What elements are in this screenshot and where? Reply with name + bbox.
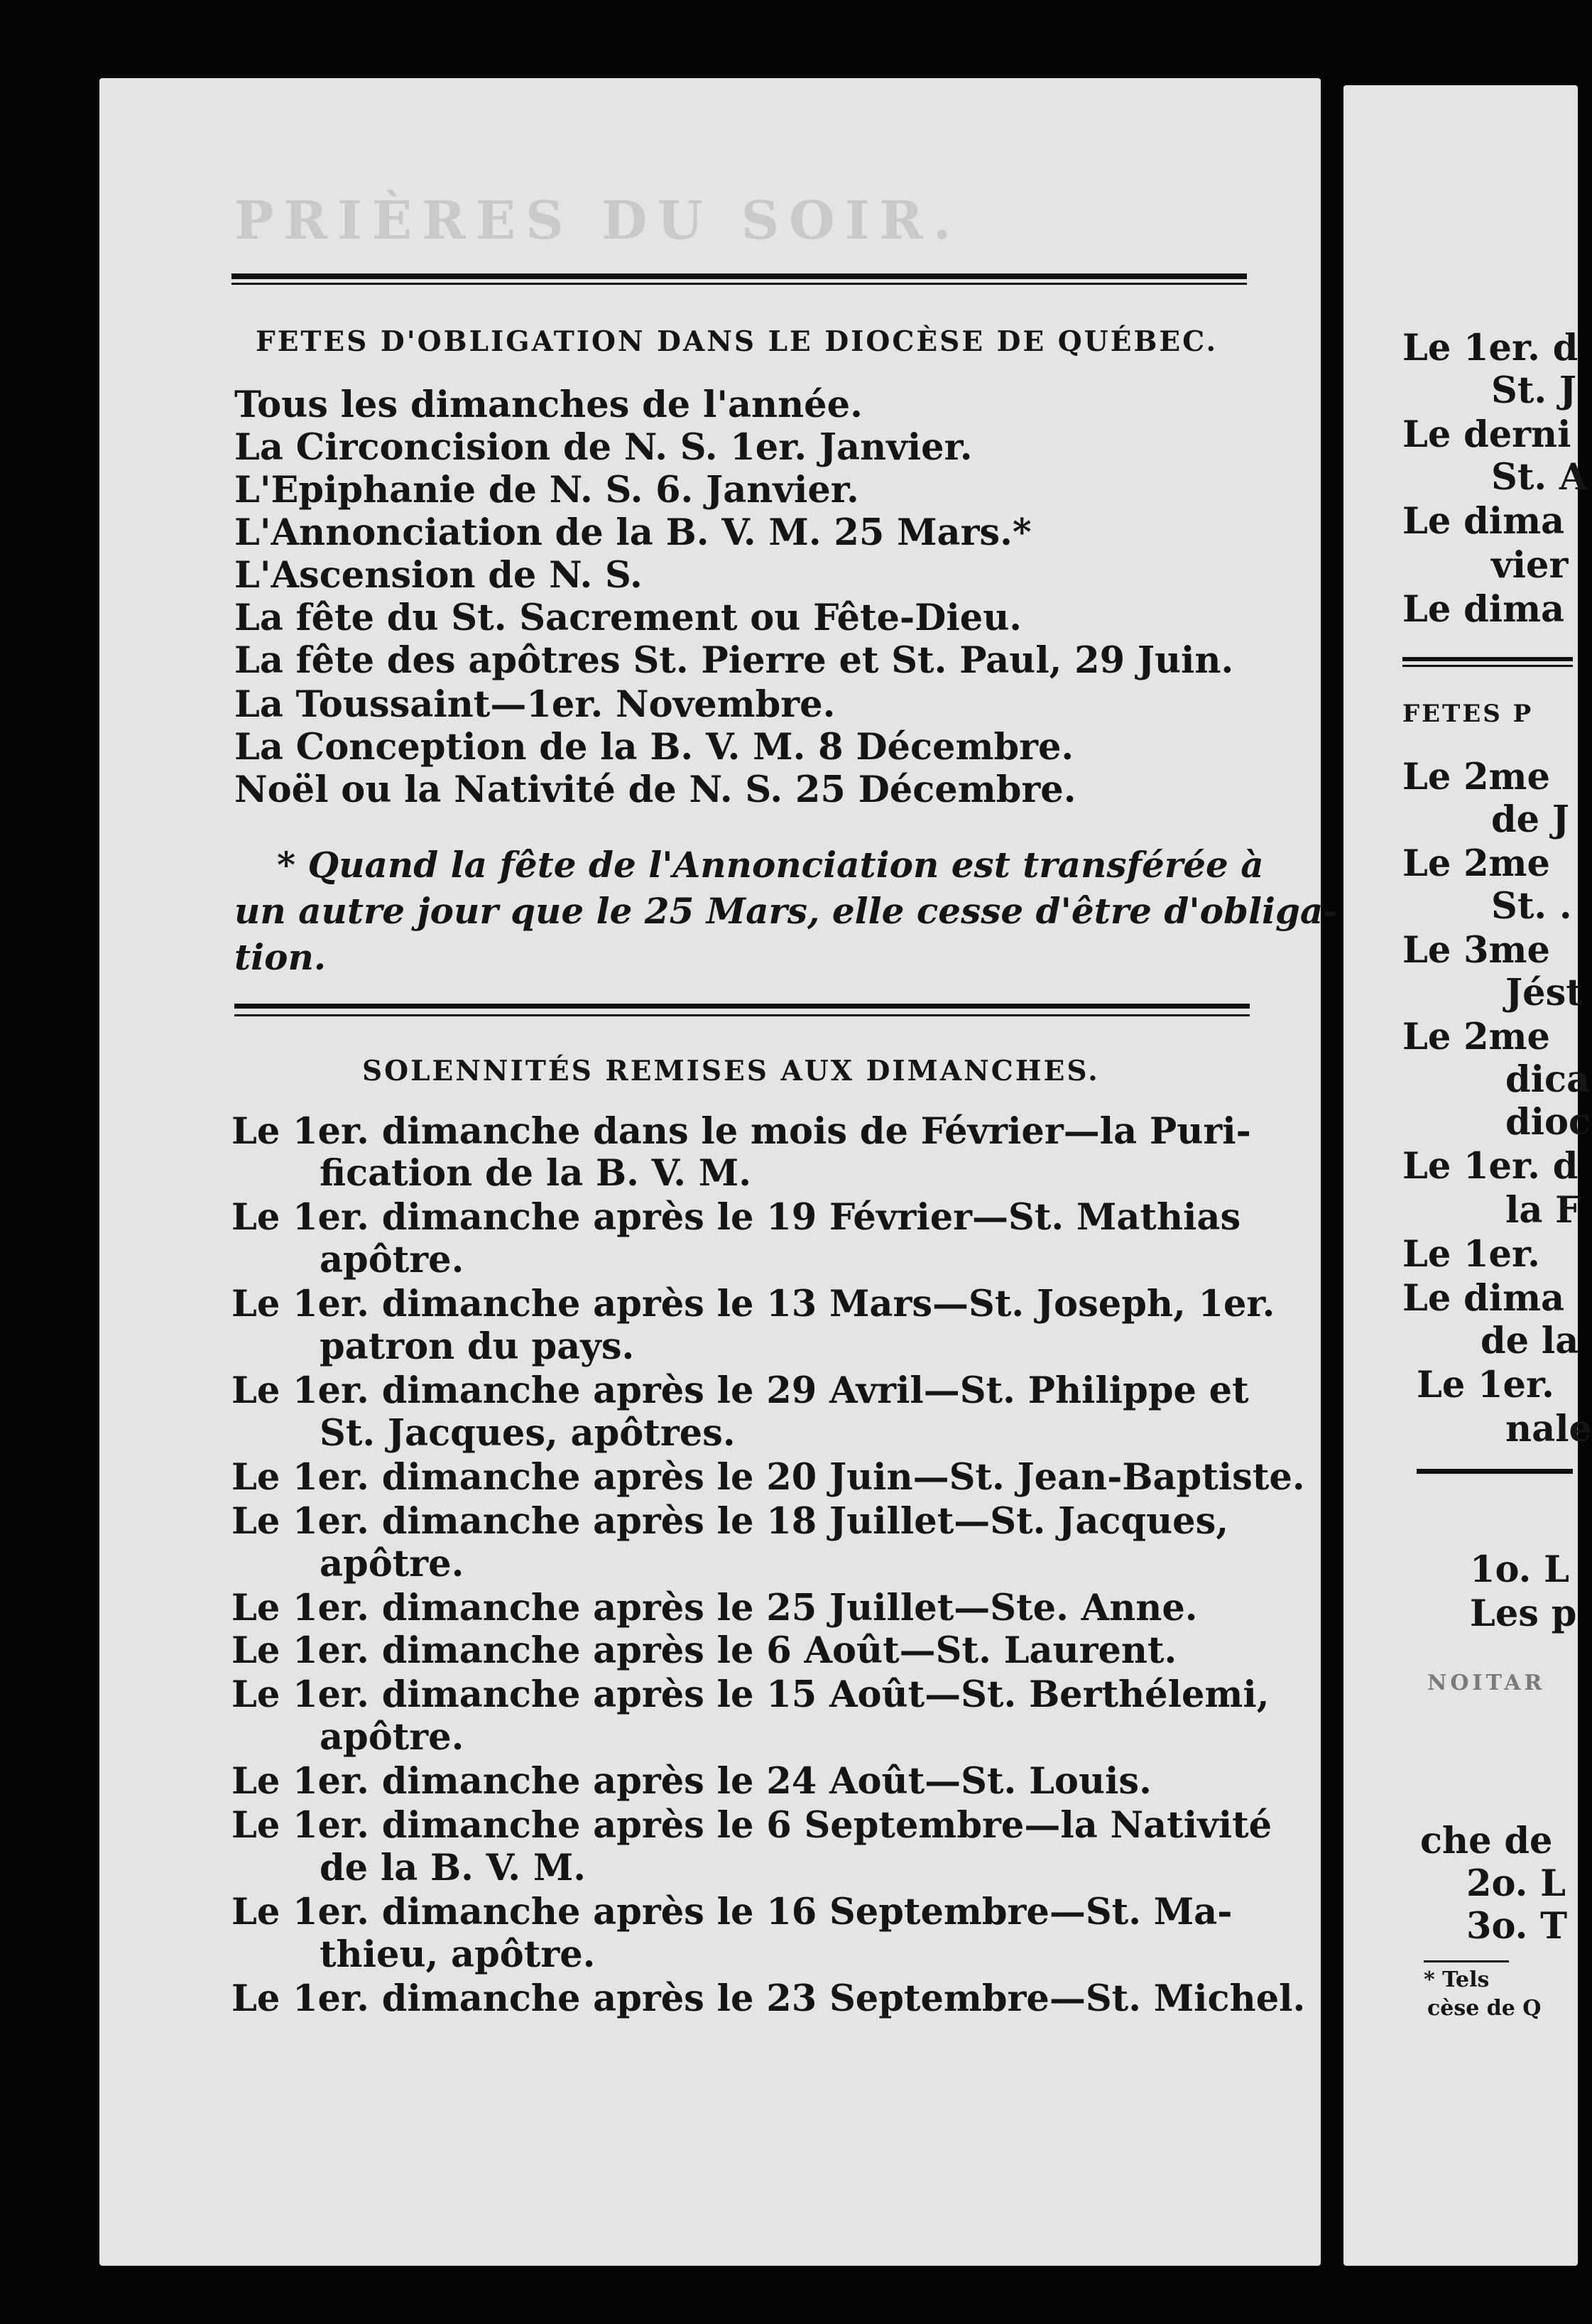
right-rule-1b bbox=[1402, 665, 1573, 667]
solemnity-line-17: Le 1er. dimanche après le 6 Septembre—la Nativité bbox=[231, 1804, 1272, 1847]
right-mid-3: Le 2me bbox=[1402, 842, 1550, 885]
right-bottom-2: 2o. L bbox=[1466, 1862, 1566, 1905]
obligation-line-8: La Toussaint—1er. Novembre. bbox=[234, 683, 836, 726]
footnote-line-1: * Quand la fête de l'Annonciation est transférée à bbox=[277, 844, 1264, 886]
solemnity-line-20: thieu, apôtre. bbox=[320, 1933, 596, 1976]
solemnity-line-1: Le 1er. dimanche dans le mois de Février—la Puri- bbox=[231, 1110, 1251, 1153]
solemnity-line-15: apôtre. bbox=[320, 1716, 464, 1759]
obligation-line-7: La fête des apôtres St. Pierre et St. Paul, 29 Juin. bbox=[234, 639, 1234, 682]
obligation-line-1: Tous les dimanches de l'année. bbox=[234, 384, 863, 426]
obligation-line-5: L'Ascension de N. S. bbox=[234, 554, 643, 597]
right-mid-15: Le 1er. bbox=[1417, 1364, 1554, 1406]
right-line-1: Le 1er. d bbox=[1402, 327, 1579, 369]
footnote-line-3: tion. bbox=[234, 936, 327, 978]
right-mid-10: Le 1er. d bbox=[1402, 1145, 1579, 1188]
right-lower-2: Les p bbox=[1470, 1592, 1577, 1635]
right-mid-12: Le 1er. bbox=[1402, 1233, 1540, 1276]
right-lower-1: 1o. L bbox=[1470, 1548, 1569, 1591]
right-rule-1 bbox=[1402, 657, 1573, 661]
right-mid-16: nale bbox=[1505, 1408, 1592, 1450]
right-line-5: Le dima bbox=[1402, 500, 1565, 543]
solemnity-line-5: Le 1er. dimanche après le 13 Mars—St. Joseph, 1er. bbox=[231, 1283, 1275, 1325]
right-mid-6: Jést bbox=[1505, 972, 1583, 1014]
right-line-3: Le derni bbox=[1402, 413, 1571, 456]
top-double-rule-b bbox=[231, 283, 1247, 285]
solemnity-line-10: Le 1er. dimanche après le 18 Juillet—St. Jacques, bbox=[231, 1500, 1229, 1543]
right-mid-2: de J bbox=[1491, 798, 1569, 841]
right-mid-4: St. . bbox=[1491, 885, 1572, 928]
middle-double-rule-a bbox=[234, 1004, 1250, 1009]
solemnity-line-18: de la B. V. M. bbox=[320, 1847, 587, 1889]
top-double-rule-a bbox=[231, 273, 1247, 279]
solemnity-line-6: patron du pays. bbox=[320, 1325, 635, 1368]
right-mid-1: Le 2me bbox=[1402, 756, 1550, 798]
solemnity-line-7: Le 1er. dimanche après le 29 Avril—St. Philippe et bbox=[231, 1369, 1249, 1412]
right-mid-11: la F bbox=[1505, 1189, 1581, 1232]
obligation-line-3: L'Epiphanie de N. S. 6. Janvier. bbox=[234, 469, 859, 511]
right-mid-14: de la bbox=[1481, 1320, 1579, 1362]
right-mid-5: Le 3me bbox=[1402, 929, 1550, 972]
solemnity-line-21: Le 1er. dimanche après le 23 Septembre—St. Michel. bbox=[231, 1977, 1306, 2020]
right-footnote-2: cèse de Q bbox=[1427, 1996, 1542, 2021]
solemnity-line-14: Le 1er. dimanche après le 15 Août—St. Berthélemi, bbox=[231, 1673, 1270, 1716]
solemnity-line-16: Le 1er. dimanche après le 24 Août—St. Louis. bbox=[231, 1760, 1152, 1803]
solemnity-line-8: St. Jacques, apôtres. bbox=[320, 1412, 736, 1455]
obligation-line-4: L'Annonciation de la B. V. M. 25 Mars.* bbox=[234, 511, 1032, 554]
obligation-line-2: La Circoncision de N. S. 1er. Janvier. bbox=[234, 426, 973, 469]
solemnity-line-13: Le 1er. dimanche après le 6 Août—St. Laurent. bbox=[231, 1629, 1177, 1672]
solemnity-line-9: Le 1er. dimanche après le 20 Juin—St. Jean-Baptiste. bbox=[231, 1456, 1305, 1499]
obligation-line-6: La fête du St. Sacrement ou Fête-Dieu. bbox=[234, 597, 1023, 639]
right-small-heading: NOITAR bbox=[1427, 1671, 1546, 1695]
right-mid-13: Le dima bbox=[1402, 1277, 1565, 1320]
right-line-6: vier bbox=[1491, 544, 1569, 587]
right-mid-7: Le 2me bbox=[1402, 1016, 1550, 1058]
obligation-line-10: Noël ou la Nativité de N. S. 25 Décembre. bbox=[234, 769, 1076, 811]
solemnity-line-4: apôtre. bbox=[320, 1239, 464, 1281]
right-rule-2 bbox=[1417, 1469, 1573, 1474]
right-footnote-1: * Tels bbox=[1424, 1967, 1490, 1992]
right-bottom-3: 3o. T bbox=[1466, 1905, 1568, 1948]
middle-double-rule-b bbox=[234, 1014, 1250, 1016]
running-header: PRIÈRES DU SOIR. bbox=[234, 190, 961, 251]
right-line-7: Le dima bbox=[1402, 588, 1565, 631]
right-footnote-rule bbox=[1424, 1960, 1509, 1962]
solemnity-line-2: fication de la B. V. M. bbox=[320, 1152, 751, 1195]
solemnity-line-11: apôtre. bbox=[320, 1543, 464, 1585]
solemnity-line-12: Le 1er. dimanche après le 25 Juillet—Ste. Anne. bbox=[231, 1587, 1198, 1629]
right-bottom-1: che de bbox=[1420, 1820, 1553, 1862]
obligation-line-9: La Conception de la B. V. M. 8 Décembre. bbox=[234, 726, 1074, 769]
right-line-2: St. J bbox=[1491, 369, 1577, 412]
solemnity-line-19: Le 1er. dimanche après le 16 Septembre—St. Ma- bbox=[231, 1891, 1233, 1933]
solemnity-line-3: Le 1er. dimanche après le 19 Février—St. Mathias bbox=[231, 1196, 1241, 1239]
right-heading: FETES P bbox=[1402, 700, 1534, 728]
section2-heading: SOLENNITÉS REMISES AUX DIMANCHES. bbox=[362, 1055, 1100, 1087]
footnote-line-2: un autre jour que le 25 Mars, elle cesse d'être d'obliga- bbox=[234, 890, 1339, 932]
section1-heading: FETES D'OBLIGATION DANS LE DIOCÈSE DE QUÉBEC. bbox=[256, 325, 1218, 358]
right-line-4: St. A bbox=[1491, 456, 1588, 499]
right-mid-8: dica bbox=[1505, 1058, 1591, 1101]
right-mid-9: dioc bbox=[1505, 1101, 1591, 1144]
